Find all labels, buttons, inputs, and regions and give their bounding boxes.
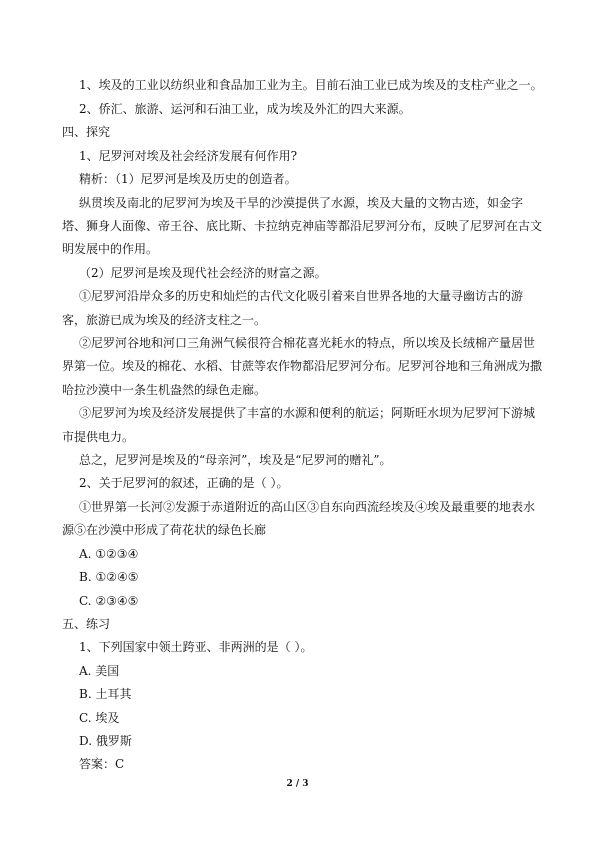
section-heading-explore: 四、探究 [62,125,111,139]
exercise-question-1: 1、下列国家中领土跨亚、非两洲的是（ ）。 [79,640,313,654]
analysis-text-line: 哈拉沙漠中一条生机盎然的绿色走廊。 [62,383,267,397]
question-1: 1、尼罗河对埃及社会经济发展有何作用? [79,149,298,163]
analysis-text-line: （2）尼罗河是埃及现代社会经济的财富之源。 [79,266,327,280]
paragraph-foreign-exchange: 2、侨汇、旅游、运河和石油工业，成为埃及外汇的四大来源。 [79,102,411,116]
analysis-line: 精析：（1）尼罗河是埃及历史的创造者。 [79,172,297,186]
exercise-answer: 答案：C [79,757,125,771]
exercise-option-a: A. 美国 [79,664,120,678]
question-2-statements: ①世界第一长河②发源于赤道附近的高山区③自东向西流经埃及④埃及最重要的地表水 [79,500,536,514]
analysis-summary: 总之，尼罗河是埃及的“母亲河”，埃及是“尼罗河的赠礼”。 [79,453,392,467]
analysis-text-line: 纵贯埃及南北的尼罗河为埃及干旱的沙漠提供了水源，埃及大量的文物古迹，如金字 [79,196,524,210]
analysis-text-line: ①尼罗河沿岸众多的历史和灿烂的古代文化吸引着来自世界各地的大量寻幽访古的游 [79,289,524,303]
exercise-option-c: C. 埃及 [79,711,120,725]
option-c: C. ②③④⑤ [79,594,139,608]
option-b: B. ①②④⑤ [79,570,139,584]
question-2-statements: 源⑤在沙漠中形成了荷花状的绿色长廊 [62,523,267,537]
analysis-text-line: 客，旅游已成为埃及的经济支柱之一。 [62,313,267,327]
option-a: A. ①②③④ [79,547,139,561]
analysis-text-line: 明发展中的作用。 [62,242,159,256]
exercise-option-b: B. 土耳其 [79,687,132,701]
analysis-text-line: 塔、狮身人面像、帝王谷、底比斯、卡拉纳克神庙等都沿尼罗河分布，反映了尼罗河在古文 [62,219,543,233]
section-heading-practice: 五、练习 [62,617,111,631]
page-number: 2 / 3 [286,779,309,789]
question-2: 2、关于尼罗河的叙述，正确的是（ ）。 [79,476,289,490]
analysis-text-line: 市提供电力。 [62,430,135,444]
analysis-text-line: 界第一位。埃及的棉花、水稻、甘蔗等农作物都沿尼罗河分布。尼罗河谷地和三角洲成为撒 [62,359,543,373]
paragraph-industry: 1、埃及的工业以纺织业和食品加工业为主。目前石油工业已成为埃及的支柱产业之一。 [79,78,543,92]
exercise-option-d: D. 俄罗斯 [79,734,132,748]
analysis-text-line: ②尼罗河谷地和河口三角洲气候很符合棉花喜光耗水的特点，所以埃及长绒棉产量居世 [79,336,536,350]
analysis-text-line: ③尼罗河为埃及经济发展提供了丰富的水源和便利的航运；阿斯旺水坝为尼罗河下游城 [79,406,536,420]
